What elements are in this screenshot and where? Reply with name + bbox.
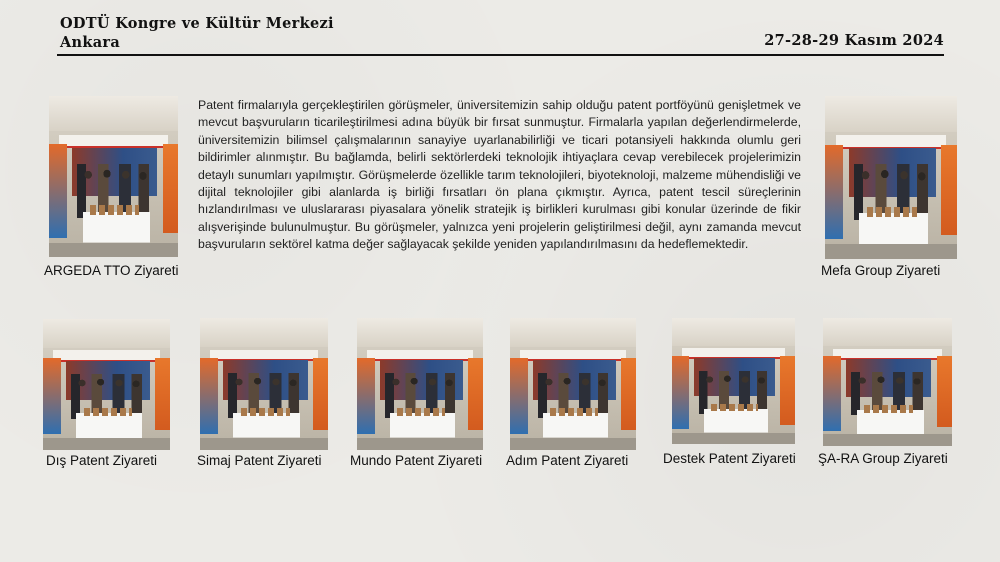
- photo-mundo-patent: [357, 318, 483, 450]
- city-name: Ankara: [60, 34, 121, 51]
- photo-adim-patent: [510, 318, 636, 450]
- header-divider: [57, 54, 944, 56]
- caption-mefa-group: Mefa Group Ziyareti: [821, 263, 941, 278]
- photo-mefa-group: [825, 96, 957, 259]
- caption-mundo-patent: Mundo Patent Ziyareti: [350, 453, 483, 468]
- photo-simaj-patent: [200, 318, 328, 450]
- caption-sara-group: ŞA-RA Group Ziyareti: [818, 451, 948, 466]
- photo-dis-patent: [43, 319, 170, 450]
- event-dates: 27-28-29 Kasım 2024: [764, 32, 944, 49]
- venue-name: ODTÜ Kongre ve Kültür Merkezi: [60, 15, 334, 32]
- caption-argeda-tto: ARGEDA TTO Ziyareti: [44, 263, 179, 278]
- photo-destek-patent: [672, 318, 795, 444]
- photo-sara-group: [823, 318, 952, 446]
- caption-adim-patent: Adım Patent Ziyareti: [506, 453, 629, 468]
- body-paragraph: Patent firmalarıyla gerçekleştirilen görüşmeler, üniversitemizin sahip olduğu patent portföyünü genişletmek ve mevcut başvuruların ticarileştirilmesi adına büyük bir fırsat sunmuştur. Firmalarla yapılan değerlendirmelerde, üniversitemizin bilimsel çalışmalarının sanayiye uyarlanabilirliği ve ticari potansiyeli hakkında olumlu geri bildirimler alınmıştır. Bu bağlamda, belirli sektörlerdeki teknolojik ihtiyaçlara cevap verebilecek projelerimizin detaylı sunumları yapılmıştır. Görüşmelerde özellikle tarım teknolojileri, biyoteknoloji, malzeme mühendisliği ve dijital teknolojiler gibi alanlarda iş birliği fırsatları ön plana çıkmıştır. Ayrıca, patent tescil süreçlerinin hızlandırılması ve uluslararası piyasalara yönelik stratejik iş birlikleri kurulması gibi konular üzerinde de fikir alışverişinde bulunulmuştur. Bu görüşmeler, yalnızca yeni projelerin geliştirilmesi değil, aynı zamanda mevcut başvuruların sektörel katma değer sağlayacak şekilde yeniden yapılandırılmasını da hedeflemektedir.: [198, 98, 801, 252]
- header-venue-block: [60, 14, 334, 52]
- caption-simaj-patent: Simaj Patent Ziyareti: [197, 453, 322, 468]
- photo-argeda-tto: [49, 96, 178, 257]
- caption-dis-patent: Dış Patent Ziyareti: [46, 453, 158, 468]
- caption-destek-patent: Destek Patent Ziyareti: [663, 451, 796, 466]
